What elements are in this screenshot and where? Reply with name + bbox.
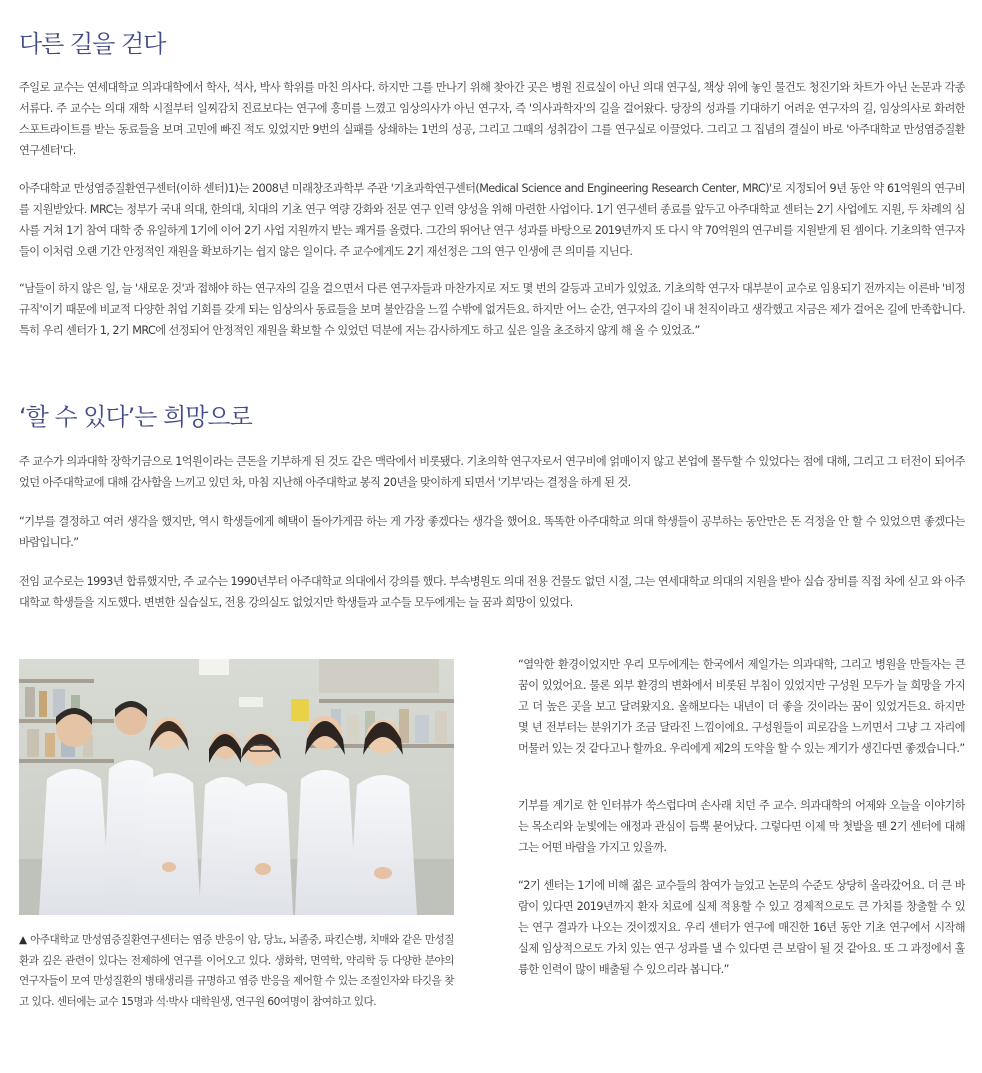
body-paragraph: 주 교수가 의과대학 장학기금으로 1억원이라는 큰돈을 기부하게 된 것도 같은 맥락에서 비롯됐다. 기초의학 연구자로서 연구비에 얽매이지 않고 본업에 몰두할 수 있었다는 점에 대해, 그리고 그 터전이 되어주었던 아주대학교에 대해 감사함을 느끼고 있던 차, 마침 지난해 아주대학교 봉직 20년을 맞이하게 되면서 '기부'라는 결정을 하게 된 것.	[19, 455, 965, 489]
photo-caption	[19, 930, 454, 1012]
caption-text: 아주대학교 만성염증질환연구센터는 염증 반응이 암, 당뇨, 뇌졸중, 파킨슨병, 치매와 같은 만성질환과 깊은 관련이 있다는 전제하에 연구를 이어오고 있다. 생화학, 면역학, 약리학 등 다양한 분야의 연구자들이 모여 만성질환의 병태생리를 규명하고 염증 반응을 제어할 수 있는 조절인자와 타깃을 찾고 있다. 센터에는 교수 15명과 석·박사 대학원생, 연구원 60여명이 참여하고 있다.	[19, 934, 455, 1008]
section-title-hope: ‘할 수 있다’는 희망으로	[19, 403, 252, 431]
caption-marker: ▲	[19, 934, 28, 946]
body-paragraph: 아주대학교 만성염증질환연구센터(이하 센터)1)는 2008년 미래창조과학부 주관 '기초과학연구센터(Medical Science and Engineering Research Center, MRC)'로 지정되어 9년 동안 약 61억원의 연구비를 지원받았다. MRC는 정부가 국내 의대, 한의대, 치대의 기초 연구 역량 강화와 전문 연구 인력 양성을 위해 마련한 사업이다. 1기 연구센터 종료를 앞두고 아주대학교 센터는 2기 사업에도 지원, 두 차례의 심사를 거쳐 1기 참여 대학 중 유일하게 1기에 이어 2기 사업 지원까지 받는 쾌거를 올렸다. 그간의 뛰어난 연구 성과를 바탕으로 2019년까지 또 다시 약 70억원의 연구비를 지원받게 된 셈이다. 기초의학 연구자들이 이처럼 오랜 기간 안정적인 재원을 확보하기는 쉽지 않은 일이다. 주 교수에게도 2기 재선정은 그의 연구 인생에 큰 의미를 지닌다.	[19, 182, 965, 258]
quote-paragraph: “남들이 하지 않은 일, 늘 '새로운 것'과 접해야 하는 연구자의 길을 걸으면서 다른 연구자들과 마찬가지로 저도 몇 번의 갈등과 고비가 있었죠. 기초의학 연구자 대부분이 교수로 임용되기 전까지는 이른바 '비정규직'이기 때문에 비교적 다양한 취업 기회를 갖게 되는 임상의사 동료들을 보며 불안감을 느낄 수밖에 없거든요. 하지만 어느 순간, 연구자의 길이 내 천직이라고 생각했고 지금은 제가 걸어온 길에 만족합니다. 특히 우리 센터가 1, 2기 MRC에 선정되어 안정적인 재원을 확보할 수 있었던 덕분에 저는 감사하게도 하고 싶은 일을 초조하지 않게 해 올 수 있었죠.”	[19, 282, 965, 337]
quote-paragraph: “2기 센터는 1기에 비해 젊은 교수들의 참여가 늘었고 논문의 수준도 상당히 올라갔어요. 더 큰 바람이 있다면 2019년까지 환자 치료에 실제 적용할 수 있고 경제적으로도 큰 가치를 창출할 수 있는 연구 결과가 나오는 것이겠지요. 우리 센터가 연구에 매진한 16년 동안 기초 연구에서 시작해 실제 임상적으로도 가치 있는 연구 성과를 낼 수 있다면 큰 보람이 될 것 같아요. 또 그 과정에서 훌륭한 인력이 많이 배출될 수 있으리라 봅니다.”	[518, 879, 965, 976]
right-column	[518, 654, 965, 984]
section-title-different-path: 다른 길을 걷다	[19, 30, 166, 58]
quote-paragraph: “열악한 환경이었지만 우리 모두에게는 한국에서 제일가는 의과대학, 그리고 병원을 만들자는 큰 꿈이 있었어요. 물론 외부 환경의 변화에서 비롯된 부침이 있었지만 구성원 모두가 늘 희망을 가지고 더 높은 곳을 보고 달려왔지요. 올해보다는 내년이 더 좋을 것이라는 꿈이 있었거든요. 하지만 몇 년 전부터는 분위기가 조금 달라진 느낌이에요. 구성원들이 피로감을 느끼면서 그냥 그 자리에 머물러 있는 것 같다고나 할까요. 우리에게 제2의 도약을 할 수 있는 계기가 생긴다면 좋겠습니다.”	[518, 658, 965, 755]
research-team-photo	[19, 659, 454, 915]
body-paragraph: 주일로 교수는 연세대학교 의과대학에서 학사, 석사, 박사 학위를 마친 의사다. 하지만 그를 만나기 위해 찾아간 곳은 병원 진료실이 아닌 의대 연구실, 책상 위에 놓인 물건도 청진기와 차트가 아닌 논문과 각종 서류다. 주 교수는 의대 재학 시절부터 일찌감치 진료보다는 연구에 흥미를 느꼈고 임상의사가 아닌 연구자, 즉 '의사과학자'의 길을 걸어왔다. 당장의 성과를 기대하기 어려운 연구자의 길, 임상의사로 화려한 스포트라이트를 받는 동료들을 보며 고민에 빠진 적도 있었지만 9번의 실패를 상쇄하는 1번의 성공, 그리고 그때의 성취감이 그를 연구실로 이끌었다. 그리고 그 집념의 결실이 바로 '아주대학교 만성염증질환연구센터'다.	[19, 81, 965, 157]
body-paragraph: 기부를 계기로 한 인터뷰가 쑥스럽다며 손사래 치던 주 교수. 의과대학의 어제와 오늘을 이야기하는 목소리와 눈빛에는 애정과 관심이 듬뿍 묻어났다. 그렇다면 이제 막 첫발을 뗀 2기 센터에 대해 그는 어떤 바람을 가지고 있을까.	[518, 799, 965, 854]
quote-paragraph: “기부를 결정하고 여러 생각을 했지만, 역시 학생들에게 혜택이 돌아가게끔 하는 게 가장 좋겠다는 생각을 했어요. 똑똑한 아주대학교 의대 학생들이 공부하는 동안만은 돈 걱정을 안 할 수 있었으면 좋겠다는 바람입니다.”	[19, 515, 965, 549]
body-paragraph: 전임 교수로는 1993년 합류했지만, 주 교수는 1990년부터 아주대학교 의대에서 강의를 했다. 부속병원도 의대 전용 건물도 없던 시절, 그는 연세대학교 의대의 지원을 받아 실습 장비를 직접 차에 싣고 와 아주대학교 학생들을 지도했다. 변변한 실습실도, 전용 강의실도 없었지만 학생들과 교수들 모두에게는 늘 꿈과 희망이 있었다.	[19, 575, 965, 609]
